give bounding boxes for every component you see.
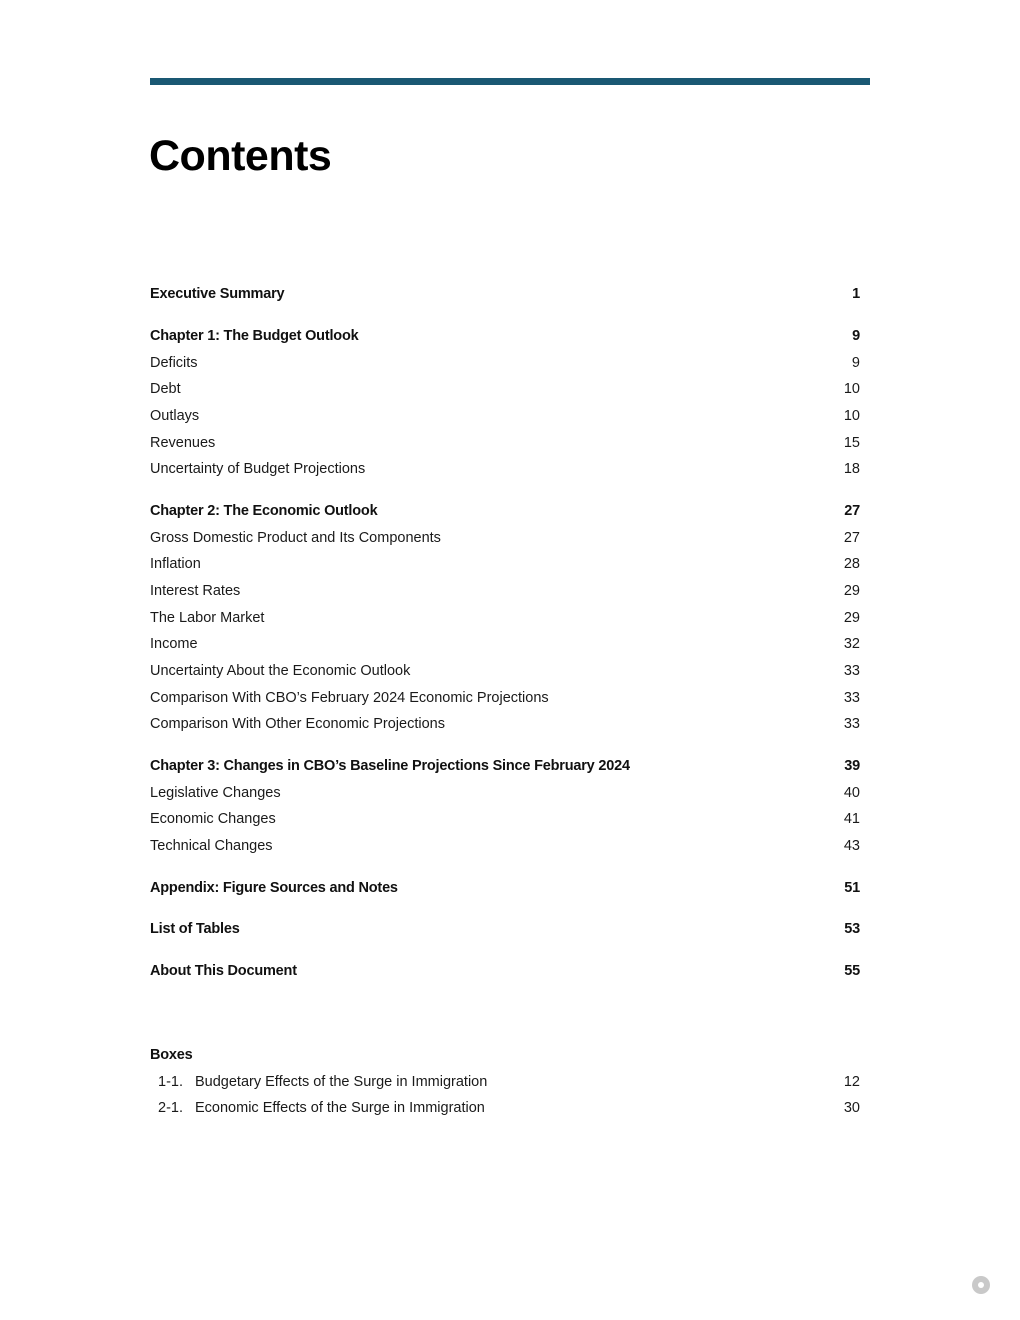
top-accent-rule — [150, 78, 870, 85]
toc-entry-comparison-other[interactable] — [150, 713, 860, 735]
toc-entry-page: 55 — [844, 963, 860, 979]
toc-entry-page: 9 — [851, 355, 860, 371]
box-page: 12 — [843, 1074, 860, 1090]
toc-entry-page: 41 — [843, 811, 860, 827]
box-title: Budgetary Effects of the Surge in Immigration — [195, 1074, 488, 1090]
toc-entry-labor-market[interactable] — [150, 607, 860, 629]
boxes-heading: Boxes — [150, 1047, 193, 1063]
toc-entry-label: Chapter 1: The Budget Outlook — [150, 328, 359, 344]
toc-entry-page: 28 — [843, 556, 860, 572]
toc-entry-label: Income — [150, 636, 198, 652]
toc-entry-interest-rates[interactable] — [150, 580, 860, 602]
toc-entry-page: 39 — [844, 758, 860, 774]
corner-logo-icon — [972, 1276, 990, 1294]
toc-entry-label: Legislative Changes — [150, 785, 281, 801]
toc-entry-label: The Labor Market — [150, 610, 265, 626]
toc-entry-income[interactable] — [150, 633, 860, 655]
toc-entry-page: 53 — [844, 921, 860, 937]
toc-entry-label: Comparison With Other Economic Projections — [150, 716, 445, 732]
toc-entry-page: 29 — [843, 583, 860, 599]
toc-entry-page: 27 — [844, 503, 860, 519]
toc-entry-legislative-changes[interactable] — [150, 782, 860, 804]
toc-entry-chapter-2[interactable] — [150, 500, 860, 522]
toc-entry-comparison-cbo[interactable] — [150, 687, 860, 709]
toc-entry-about-this-document[interactable] — [150, 960, 860, 982]
toc-entry-page: 29 — [843, 610, 860, 626]
box-entry-1-1[interactable] — [150, 1071, 860, 1093]
toc-entry-label: List of Tables — [150, 921, 240, 937]
toc-entry-label: About This Document — [150, 963, 297, 979]
toc-entry-revenues[interactable] — [150, 432, 860, 454]
toc-entry-page: 40 — [843, 785, 860, 801]
toc-entry-page: 51 — [844, 880, 860, 896]
toc-entry-label: Economic Changes — [150, 811, 276, 827]
toc-entry-page: 18 — [843, 461, 860, 477]
toc-entry-label: Interest Rates — [150, 583, 241, 599]
toc-entry-label: Revenues — [150, 435, 216, 451]
toc-entry-page: 33 — [843, 690, 860, 706]
toc-entry-page: 32 — [843, 636, 860, 652]
toc-entry-outlays[interactable] — [150, 405, 860, 427]
toc-entry-uncertainty-budget[interactable] — [150, 458, 860, 480]
toc-entry-label: Inflation — [150, 556, 201, 572]
toc-entry-label: Chapter 2: The Economic Outlook — [150, 503, 378, 519]
toc-entry-page: 33 — [843, 663, 860, 679]
toc-entry-page: 33 — [843, 716, 860, 732]
toc-entry-debt[interactable] — [150, 378, 860, 400]
toc-entry-list-of-tables[interactable] — [150, 918, 860, 940]
toc-entry-label: Uncertainty of Budget Projections — [150, 461, 366, 477]
toc-entry-label: Gross Domestic Product and Its Components — [150, 530, 441, 546]
toc-entry-label: Chapter 3: Changes in CBO’s Baseline Projections Since February 2024 — [150, 758, 630, 774]
toc-entry-page: 43 — [843, 838, 860, 854]
toc-entry-label: Deficits — [150, 355, 198, 371]
toc-entry-page: 9 — [852, 328, 860, 344]
toc-entry-chapter-3[interactable] — [150, 755, 860, 777]
toc-entry-executive-summary[interactable] — [150, 283, 860, 305]
box-number: 1-1. — [158, 1074, 183, 1090]
toc-entry-uncertainty-economic[interactable] — [150, 660, 860, 682]
box-page: 30 — [843, 1100, 860, 1116]
toc-entry-label: Technical Changes — [150, 838, 273, 854]
toc-entry-label: Debt — [150, 381, 181, 397]
page-title: Contents — [149, 132, 332, 180]
toc-entry-page: 15 — [843, 435, 860, 451]
toc-entry-label: Uncertainty About the Economic Outlook — [150, 663, 411, 679]
box-number: 2-1. — [158, 1100, 183, 1116]
toc-entry-deficits[interactable] — [150, 352, 860, 374]
box-title: Economic Effects of the Surge in Immigration — [195, 1100, 485, 1116]
toc-entry-page: 10 — [843, 408, 860, 424]
toc-entry-page: 1 — [852, 286, 860, 302]
toc-entry-label: Appendix: Figure Sources and Notes — [150, 880, 398, 896]
toc-entry-chapter-1[interactable] — [150, 325, 860, 347]
toc-entry-economic-changes[interactable] — [150, 808, 860, 830]
toc-entry-inflation[interactable] — [150, 553, 860, 575]
toc-entry-label: Outlays — [150, 408, 200, 424]
toc-entry-label: Executive Summary — [150, 286, 285, 302]
toc-entry-gdp[interactable] — [150, 527, 860, 549]
toc-entry-appendix[interactable] — [150, 877, 860, 899]
toc-entry-technical-changes[interactable] — [150, 835, 860, 857]
toc-entry-label: Comparison With CBO’s February 2024 Economic Projections — [150, 690, 549, 706]
toc-entry-page: 10 — [843, 381, 860, 397]
box-entry-2-1[interactable] — [150, 1097, 860, 1119]
toc-entry-page: 27 — [843, 530, 860, 546]
